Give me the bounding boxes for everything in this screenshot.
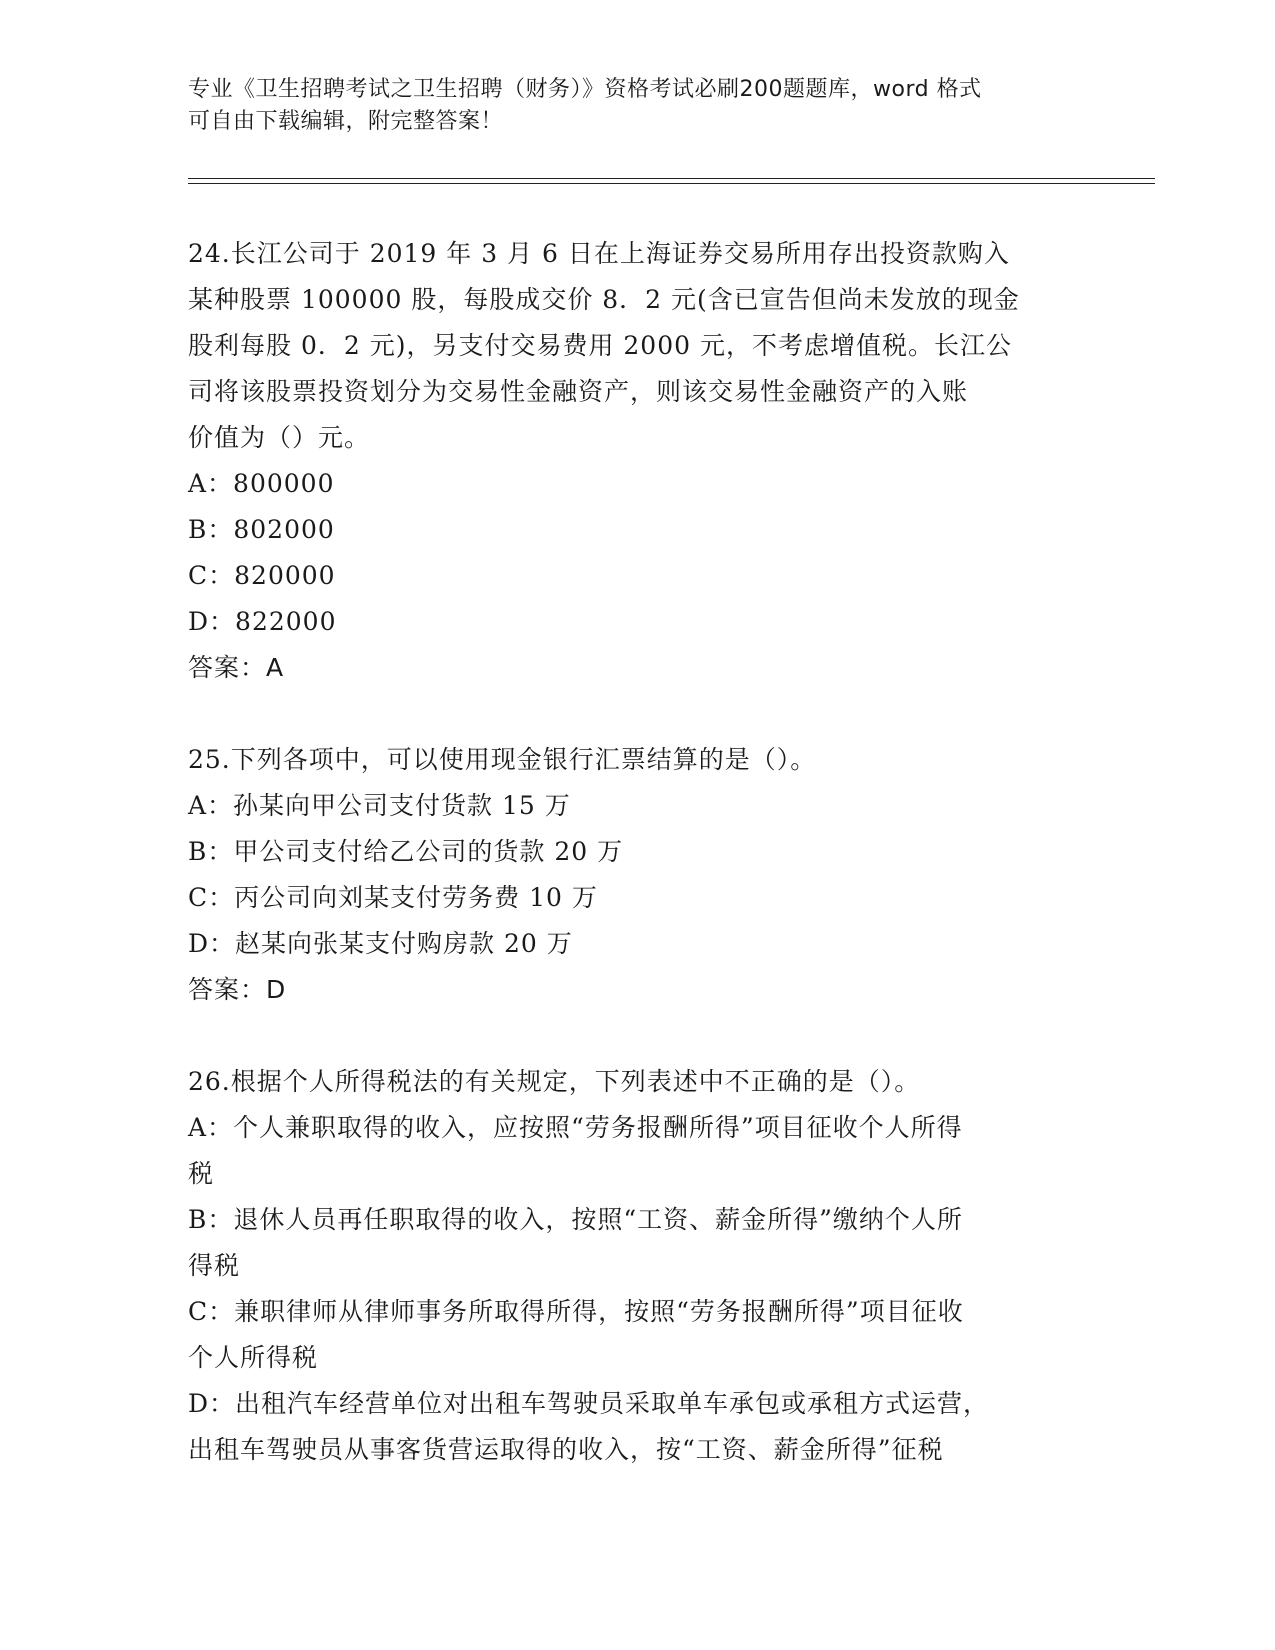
option-a: A：孙某向甲公司支付货款 15 万 <box>188 791 571 820</box>
option-d-line: 出租车驾驶员从事客货营运取得的收入，按“工资、薪金所得”征税 <box>188 1435 944 1464</box>
question-stem-line: 26.根据个人所得税法的有关规定，下列表述中不正确的是（）。 <box>188 1067 921 1096</box>
question-list <box>188 231 1078 1473</box>
answer-label: 答案：A <box>188 653 285 682</box>
option-b: B：甲公司支付给乙公司的货款 20 万 <box>188 837 624 866</box>
option-d-line: D：出租汽车经营单位对出租车驾驶员采取单车承包或承租方式运营， <box>188 1389 990 1418</box>
option-b: B：802000 <box>188 515 335 544</box>
header-rule-bottom <box>188 183 1155 184</box>
option-c: C：丙公司向刘某支付劳务费 10 万 <box>188 883 598 912</box>
document-header <box>188 74 1068 138</box>
question-spacer <box>188 1013 1078 1059</box>
header-rule-top <box>188 178 1155 179</box>
option-c: C：820000 <box>188 561 336 590</box>
question-stem-line: 24.长江公司于 2019 年 3 月 6 日在上海证券交易所用存出投资款购入 <box>188 239 1010 268</box>
answer-label: 答案：D <box>188 975 287 1004</box>
question-stem-line: 价值为（）元。 <box>188 423 371 452</box>
question-stem-line: 股利每股 0．2 元)，另支付交易费用 2000 元，不考虑增值税。长江公 <box>188 331 1012 360</box>
question-24 <box>188 231 1078 691</box>
question-stem-line: 25.下列各项中，可以使用现金银行汇票结算的是（）。 <box>188 745 817 774</box>
question-spacer <box>188 691 1078 737</box>
header-line-1: 专业《卫生招聘考试之卫生招聘（财务）》资格考试必刷200题题库，word 格式 <box>188 77 982 102</box>
question-stem-line: 司将该股票投资划分为交易性金融资产，则该交易性金融资产的入账 <box>188 377 969 406</box>
option-c-line: C：兼职律师从律师事务所取得所得，按照“劳务报酬所得”项目征收 <box>188 1297 964 1326</box>
question-stem-line: 某种股票 100000 股，每股成交价 8．2 元(含已宣告但尚未发放的现金 <box>188 285 1020 314</box>
option-c-line: 个人所得税 <box>188 1343 319 1372</box>
header-line-2: 可自由下载编辑，附完整答案！ <box>188 109 504 134</box>
option-a-line: 税 <box>188 1159 215 1188</box>
option-d: D：822000 <box>188 607 337 636</box>
option-d: D：赵某向张某支付购房款 20 万 <box>188 929 573 958</box>
option-a: A：800000 <box>188 469 335 498</box>
question-25 <box>188 737 1078 1013</box>
option-b-line: B：退休人员再任职取得的收入，按照“工资、薪金所得”缴纳个人所 <box>188 1205 963 1234</box>
question-26 <box>188 1059 1078 1473</box>
option-a-line: A：个人兼职取得的收入，应按照“劳务报酬所得”项目征收个人所得 <box>188 1113 963 1142</box>
option-b-line: 得税 <box>188 1251 241 1280</box>
